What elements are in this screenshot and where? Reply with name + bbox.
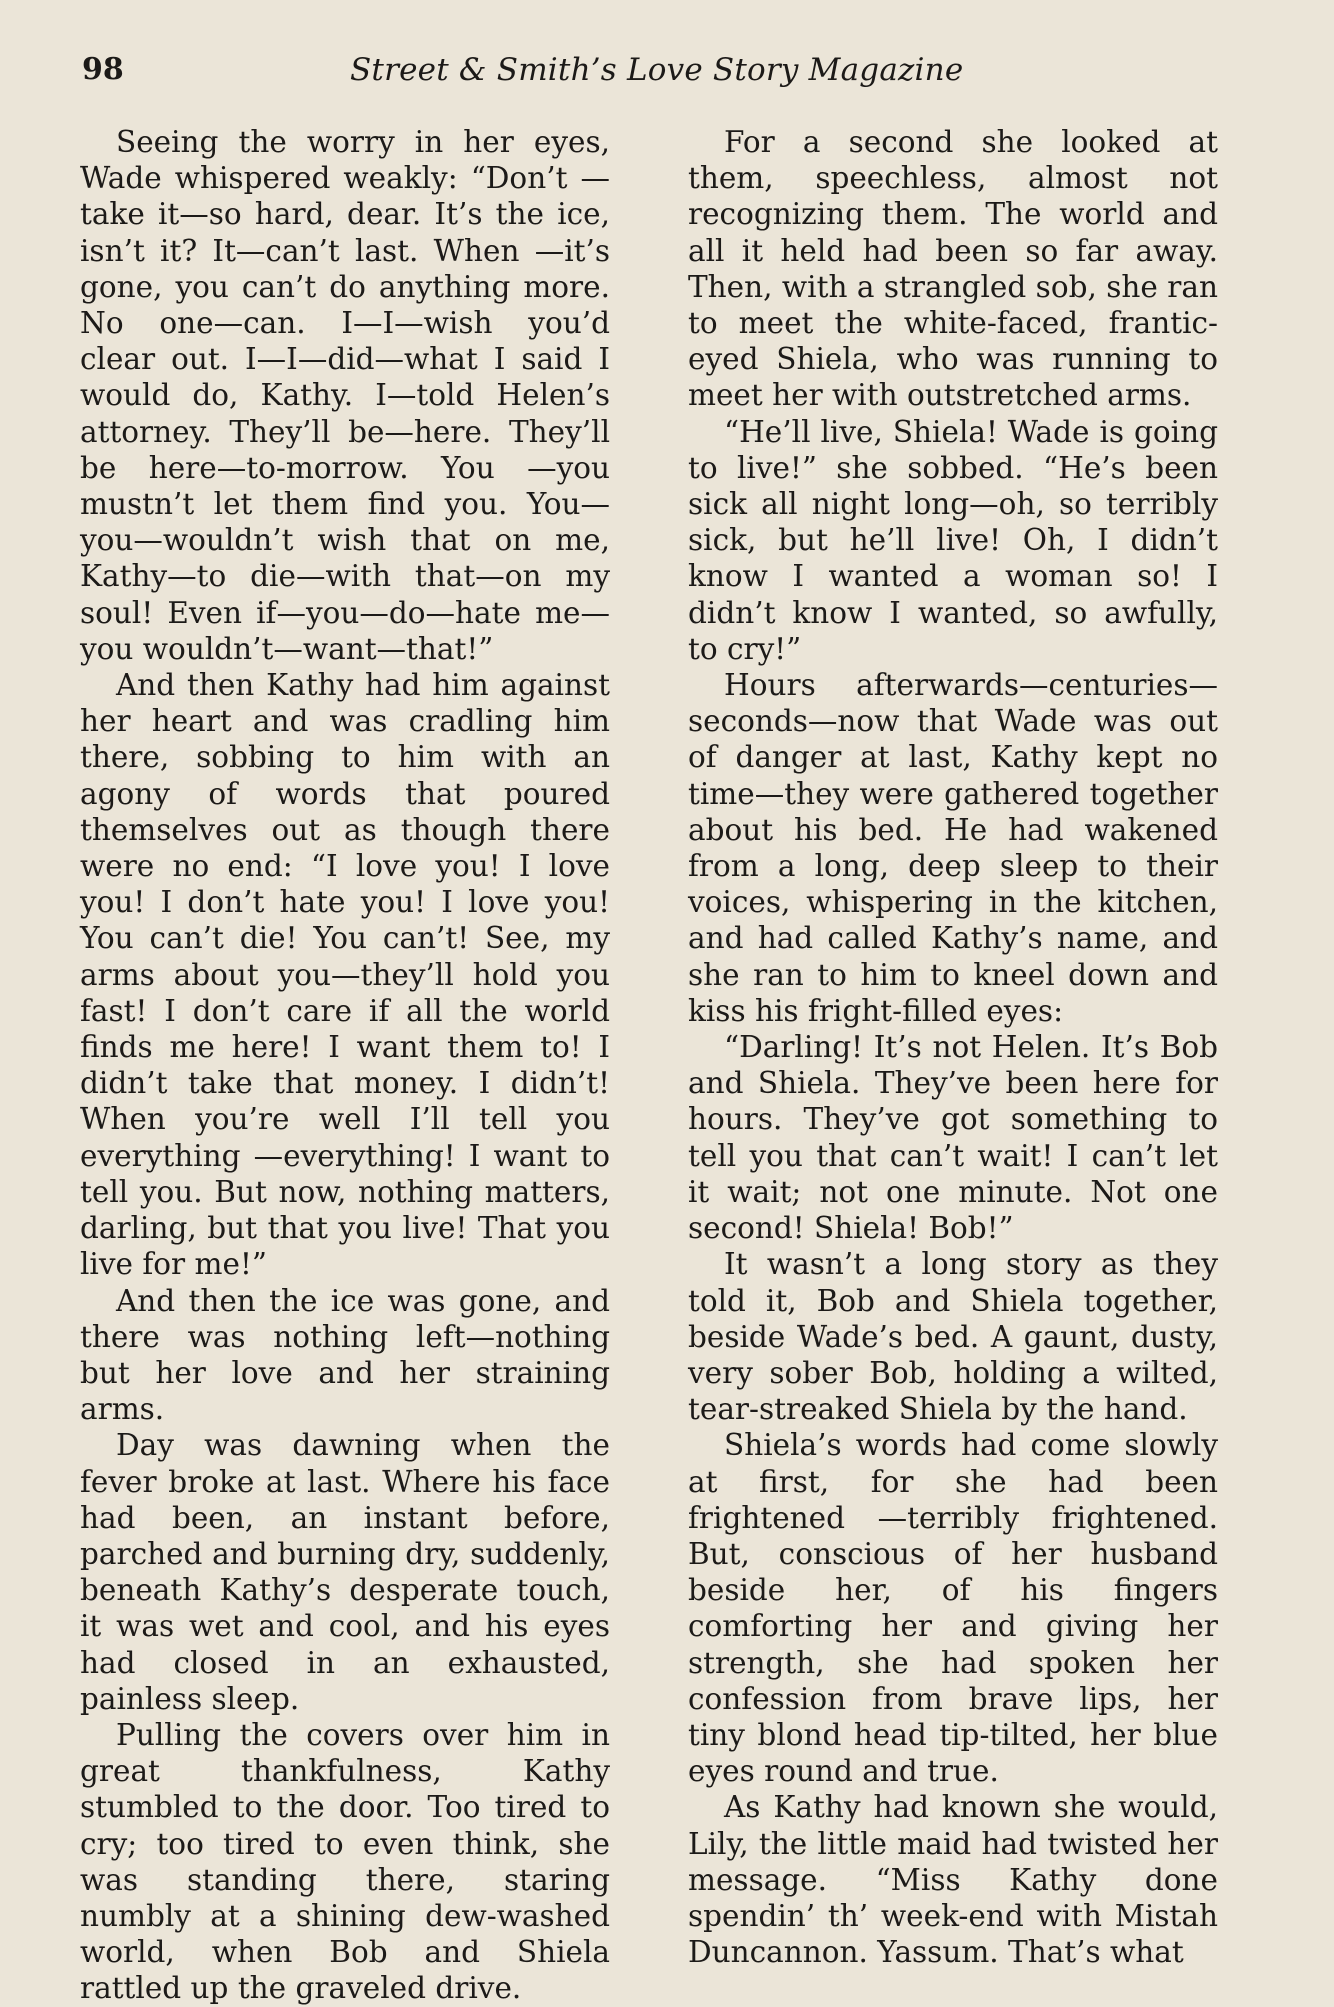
paragraph: Hours afterwards—centuries—seconds—now that Wade was out of danger at last, Kathy kept no time—they were gathered together about his bed. He had wakened from a long, deep sleep to their voices, whispering in the kitchen, and had called Kathy’s name, and she ran to him to kneel down and kiss his fright-filled eyes:	[688, 668, 1218, 1028]
paragraph: Shiela’s words had come slowly at first, for she had been frightened —terribly frightened. But, conscious of her husband beside her, of his fingers comforting her and giving her strength, she had spoken her confession from brave lips, her tiny blond head tip-tilted, her blue eyes round and true.	[688, 1428, 1218, 1789]
paragraph: And then the ice was gone, and there was nothing left—nothing but her love and her straining arms.	[80, 1283, 610, 1427]
paragraph: Seeing the worry in her eyes, Wade whispered weakly: “Don’t —take it—so hard, dear. It’s the ice, isn’t it? It—can’t last. When —it’s gone, you can’t do anything more. No one—can. I—I—wish you’d clear out. I—I—did—what I said I would do, Kathy. I—told Helen’s attorney. They’ll be—here. They’ll be here—to-morrow. You —you mustn’t let them find you. You—you—wouldn’t wish that on me, Kathy—to die—with that—on my soul! Even if—you—do—hate me—you wouldn’t—want—that!”	[80, 125, 610, 666]
left-text-column	[80, 124, 610, 2007]
paragraph: For a second she looked at them, speechless, almost not recognizing them. The world and all it held had been so far away. Then, with a strangled sob, she ran to meet the white-faced, frantic-eyed Shiela, who was running to meet her with outstretched arms.	[688, 125, 1218, 413]
paragraph: It wasn’t a long story as they told it, Bob and Shiela together, beside Wade’s bed. A gaunt, dusty, very sober Bob, holding a wilted, tear-streaked Shiela by the hand.	[688, 1247, 1218, 1427]
running-head	[82, 52, 1252, 96]
page-number: 98	[82, 52, 124, 87]
right-text-column	[688, 124, 1218, 1970]
paragraph: “Darling! It’s not Helen. It’s Bob and Shiela. They’ve been here for hours. They’ve got something to tell you that can’t wait! I can’t let it wait; not one minute. Not one second! Shiela! Bob!”	[688, 1030, 1218, 1246]
paragraph: Pulling the covers over him in great thankfulness, Kathy stumbled to the door. Too tired to cry; too tired to even think, she was standing there, staring numbly at a shining dew-washed world, when Bob and Shiela rattled up the graveled drive.	[80, 1717, 610, 2006]
paragraph: As Kathy had known she would, Lily, the little maid had twisted her message. “Miss Kathy done spendin’ th’ week-end with Mistah Duncannon. Yassum. That’s what	[688, 1790, 1218, 1970]
paragraph: “He’ll live, Shiela! Wade is going to live!” she sobbed. “He’s been sick all night long—oh, so terribly sick, but he’ll live! Oh, I didn’t know I wanted a woman so! I didn’t know I wanted, so awfully, to cry!”	[688, 414, 1218, 666]
magazine-title: Street & Smith’s Love Story Magazine	[350, 52, 964, 88]
paragraph: And then Kathy had him against her heart and was cradling him there, sobbing to him with an agony of words that poured themselves out as though there were no end: “I love you! I love you! I don’t hate you! I love you! You can’t die! You can’t! See, my arms about you—they’ll hold you fast! I don’t care if all the world finds me here! I want them to! I didn’t take that money. I didn’t! When you’re well I’ll tell you everything —everything! I want to tell you. But now, nothing matters, darling, but that you live! That you live for me!”	[80, 668, 610, 1282]
paragraph: Day was dawning when the fever broke at last. Where his face had been, an instant before, parched and burning dry, suddenly, beneath Kathy’s desperate touch, it was wet and cool, and his eyes had closed in an exhausted, painless sleep.	[80, 1428, 610, 1716]
